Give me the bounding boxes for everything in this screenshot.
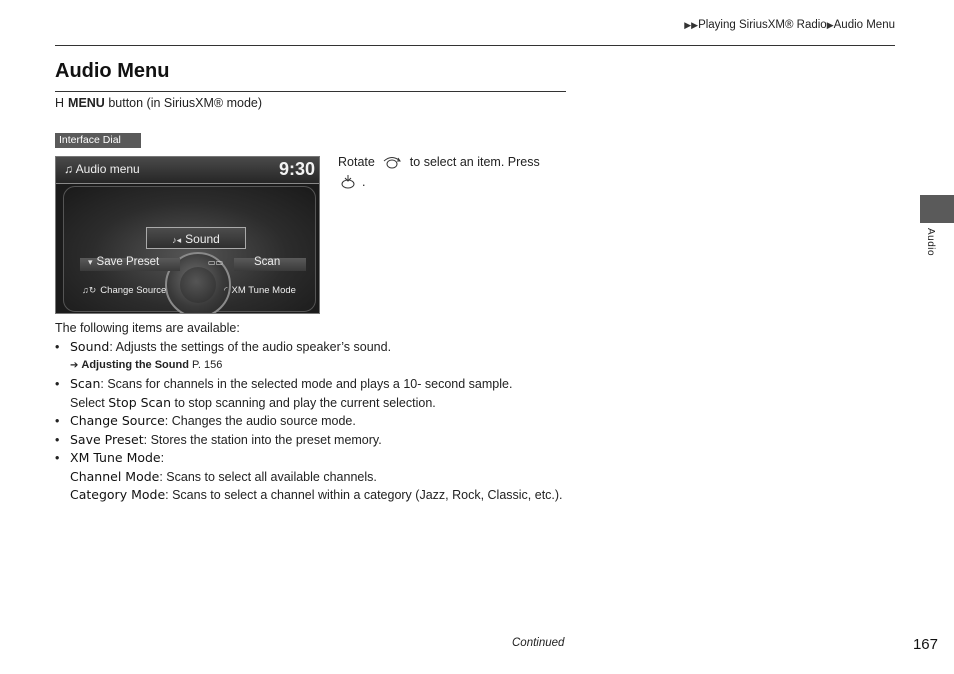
term-category-mode: Category Mode bbox=[70, 487, 166, 502]
screen-sound-button[interactable]: ♪◂ Sound bbox=[146, 227, 246, 249]
speaker-note-icon: ♪◂ bbox=[172, 235, 182, 245]
tune-icon: ◜ bbox=[224, 285, 228, 295]
term-channel-mode: Channel Mode bbox=[70, 468, 160, 484]
arrow-icon: ▶ bbox=[826, 20, 834, 30]
page-title: Audio Menu bbox=[55, 60, 170, 82]
reference-arrow-icon: ➔ bbox=[70, 360, 79, 371]
screen-clock: 9:30 bbox=[278, 159, 315, 179]
music-note-icon: ♫ bbox=[64, 162, 76, 176]
screen-title-bar bbox=[56, 157, 319, 184]
term-xm-tune-mode: XM Tune Mode bbox=[70, 450, 161, 465]
continued-label: Continued bbox=[512, 637, 565, 649]
list-item: • Save Preset: Stores the station into the preset memory. bbox=[55, 431, 570, 450]
breadcrumb bbox=[684, 19, 895, 31]
list-item: • XM Tune Mode: Channel Mode: Scans to select all available channels. Category Mode: Scans to select a channel within a category (Jazz, Rock, Classic, etc.). bbox=[55, 449, 570, 505]
preset-icon: ▾ bbox=[88, 257, 93, 267]
page-number: 167 bbox=[912, 636, 938, 653]
breadcrumb-item[interactable]: Playing SiriusXM® Radio bbox=[698, 19, 827, 31]
menu-button-line bbox=[55, 96, 262, 110]
menu-button-label: MENU bbox=[68, 96, 105, 110]
interface-dial-tag: Interface Dial bbox=[55, 133, 141, 148]
term-save-preset: Save Preset bbox=[70, 431, 144, 447]
title-divider bbox=[55, 91, 566, 92]
term-scan: Scan bbox=[70, 376, 101, 391]
audio-menu-screenshot bbox=[55, 156, 320, 314]
screen-xm-tune-mode[interactable]: ◜ XM Tune Mode bbox=[224, 285, 296, 296]
term-stop-scan: Stop Scan bbox=[108, 394, 171, 410]
term-change-source: Change Source bbox=[70, 413, 165, 428]
items-list bbox=[55, 338, 570, 505]
side-section-label: Audio bbox=[925, 228, 936, 257]
body-content bbox=[55, 319, 570, 505]
rotate-dial-icon bbox=[382, 155, 402, 169]
screen-change-source[interactable]: ♫↻ Change Source bbox=[82, 285, 167, 296]
dial-instruction: Rotate to select an item. Press . bbox=[338, 155, 540, 189]
list-item: • Sound: Adjusts the settings of the audio speaker’s sound. ➔ Adjusting the Sound P. 156 bbox=[55, 338, 570, 376]
menu-button-suffix: button (in SiriusXM® mode) bbox=[104, 96, 263, 110]
double-arrow-icon: ▶▶ bbox=[684, 20, 699, 30]
press-dial-icon bbox=[338, 175, 358, 189]
breadcrumb-item[interactable]: Audio Menu bbox=[833, 19, 895, 31]
list-item: • Change Source: Changes the audio source mode. bbox=[55, 412, 570, 431]
home-h-icon: H bbox=[55, 96, 65, 110]
header-divider bbox=[55, 45, 895, 46]
screen-scan[interactable]: Scan bbox=[254, 256, 281, 268]
screen-title: ♫ Audio menu bbox=[64, 162, 140, 176]
menu-panel bbox=[63, 186, 316, 312]
list-item: • Scan: Scans for channels in the selected mode and plays a 10- second sample. Select Stop Scan to stop scanning and play the current selection. bbox=[55, 375, 570, 412]
side-section-tab[interactable] bbox=[920, 195, 954, 223]
screen-save-preset[interactable]: ▾ Save Preset bbox=[88, 256, 160, 268]
term-sound: Sound bbox=[70, 338, 110, 354]
source-icon: ♫↻ bbox=[82, 285, 97, 295]
scan-icon: ▭▭ bbox=[208, 258, 224, 267]
cross-reference[interactable]: ➔ Adjusting the Sound P. 156 bbox=[70, 359, 223, 371]
intro-text: The following items are available: bbox=[55, 321, 240, 335]
